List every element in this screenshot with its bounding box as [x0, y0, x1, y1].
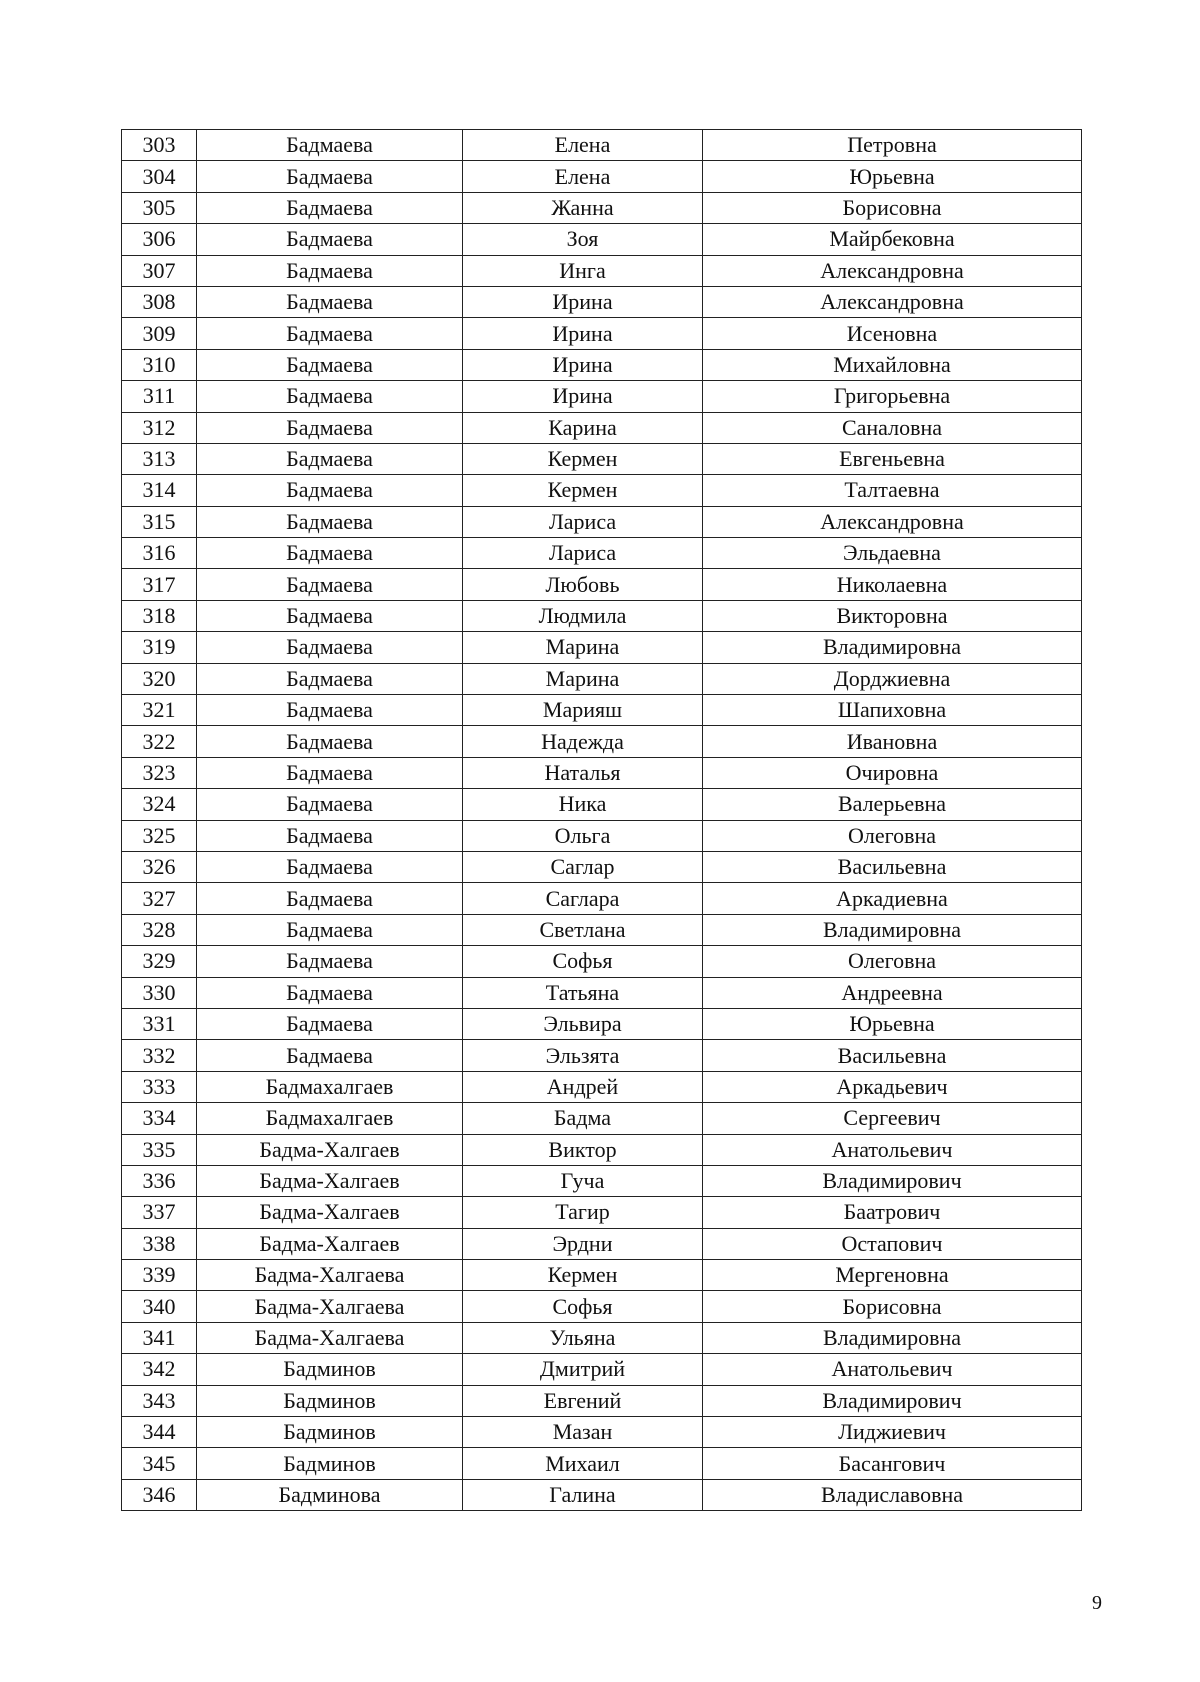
first-name-cell: Дмитрий	[463, 1354, 703, 1385]
patronymic-cell: Викторовна	[703, 600, 1082, 631]
row-number-cell: 310	[122, 349, 197, 380]
row-number-cell: 319	[122, 632, 197, 663]
first-name-cell: Ульяна	[463, 1322, 703, 1353]
row-number-cell: 328	[122, 914, 197, 945]
last-name-cell: Бадмаева	[197, 224, 463, 255]
first-name-cell: Лариса	[463, 538, 703, 569]
row-number-cell: 345	[122, 1448, 197, 1479]
row-number-cell: 318	[122, 600, 197, 631]
patronymic-cell: Владимировна	[703, 1322, 1082, 1353]
patronymic-cell: Юрьевна	[703, 1008, 1082, 1039]
roster-body	[122, 130, 1082, 1511]
last-name-cell: Бадмаева	[197, 820, 463, 851]
first-name-cell: Елена	[463, 161, 703, 192]
last-name-cell: Бадмаева	[197, 412, 463, 443]
row-number-cell: 312	[122, 412, 197, 443]
table-row	[122, 1165, 1082, 1196]
patronymic-cell: Сергеевич	[703, 1103, 1082, 1134]
first-name-cell: Ирина	[463, 286, 703, 317]
patronymic-cell: Лиджиевич	[703, 1417, 1082, 1448]
name-roster-table	[121, 129, 1082, 1511]
row-number-cell: 303	[122, 130, 197, 161]
last-name-cell: Бадмаева	[197, 1040, 463, 1071]
first-name-cell: Андрей	[463, 1071, 703, 1102]
table-row	[122, 1291, 1082, 1322]
last-name-cell: Бадмаева	[197, 443, 463, 474]
row-number-cell: 314	[122, 475, 197, 506]
patronymic-cell: Владимирович	[703, 1385, 1082, 1416]
row-number-cell: 309	[122, 318, 197, 349]
table-row	[122, 914, 1082, 945]
table-row	[122, 1479, 1082, 1510]
first-name-cell: Людмила	[463, 600, 703, 631]
row-number-cell: 344	[122, 1417, 197, 1448]
patronymic-cell: Талтаевна	[703, 475, 1082, 506]
last-name-cell: Бадмаева	[197, 883, 463, 914]
patronymic-cell: Остапович	[703, 1228, 1082, 1259]
table-row	[122, 1228, 1082, 1259]
row-number-cell: 323	[122, 757, 197, 788]
table-row	[122, 663, 1082, 694]
table-row	[122, 1260, 1082, 1291]
last-name-cell: Бадмаева	[197, 789, 463, 820]
table-row	[122, 506, 1082, 537]
row-number-cell: 341	[122, 1322, 197, 1353]
last-name-cell: Бадмаева	[197, 695, 463, 726]
first-name-cell: Татьяна	[463, 977, 703, 1008]
last-name-cell: Бадмахалгаев	[197, 1071, 463, 1102]
row-number-cell: 331	[122, 1008, 197, 1039]
row-number-cell: 325	[122, 820, 197, 851]
patronymic-cell: Саналовна	[703, 412, 1082, 443]
last-name-cell: Бадмаева	[197, 914, 463, 945]
table-row	[122, 1322, 1082, 1353]
table-row	[122, 538, 1082, 569]
first-name-cell: Ольга	[463, 820, 703, 851]
table-row	[122, 1103, 1082, 1134]
last-name-cell: Бадмаева	[197, 946, 463, 977]
patronymic-cell: Александровна	[703, 255, 1082, 286]
row-number-cell: 340	[122, 1291, 197, 1322]
last-name-cell: Бадмаева	[197, 632, 463, 663]
first-name-cell: Надежда	[463, 726, 703, 757]
patronymic-cell: Юрьевна	[703, 161, 1082, 192]
first-name-cell: Михаил	[463, 1448, 703, 1479]
last-name-cell: Бадмаева	[197, 851, 463, 882]
row-number-cell: 333	[122, 1071, 197, 1102]
first-name-cell: Виктор	[463, 1134, 703, 1165]
last-name-cell: Бадминова	[197, 1479, 463, 1510]
patronymic-cell: Майрбековна	[703, 224, 1082, 255]
row-number-cell: 320	[122, 663, 197, 694]
first-name-cell: Софья	[463, 946, 703, 977]
table-row	[122, 224, 1082, 255]
last-name-cell: Бадма-Халгаева	[197, 1260, 463, 1291]
first-name-cell: Эльвира	[463, 1008, 703, 1039]
last-name-cell: Бадминов	[197, 1385, 463, 1416]
last-name-cell: Бадмаева	[197, 977, 463, 1008]
table-row	[122, 1134, 1082, 1165]
table-row	[122, 349, 1082, 380]
last-name-cell: Бадминов	[197, 1354, 463, 1385]
table-row	[122, 1071, 1082, 1102]
last-name-cell: Бадма-Халгаева	[197, 1322, 463, 1353]
first-name-cell: Кермен	[463, 475, 703, 506]
patronymic-cell: Басангович	[703, 1448, 1082, 1479]
last-name-cell: Бадмаева	[197, 663, 463, 694]
patronymic-cell: Владиславовна	[703, 1479, 1082, 1510]
last-name-cell: Бадмаева	[197, 130, 463, 161]
row-number-cell: 330	[122, 977, 197, 1008]
patronymic-cell: Николаевна	[703, 569, 1082, 600]
last-name-cell: Бадма-Халгаев	[197, 1197, 463, 1228]
patronymic-cell: Ивановна	[703, 726, 1082, 757]
last-name-cell: Бадмаева	[197, 538, 463, 569]
table-row	[122, 851, 1082, 882]
last-name-cell: Бадмаева	[197, 255, 463, 286]
last-name-cell: Бадма-Халгаев	[197, 1134, 463, 1165]
table-row	[122, 475, 1082, 506]
table-row	[122, 130, 1082, 161]
first-name-cell: Саглара	[463, 883, 703, 914]
row-number-cell: 342	[122, 1354, 197, 1385]
first-name-cell: Инга	[463, 255, 703, 286]
last-name-cell: Бадминов	[197, 1417, 463, 1448]
last-name-cell: Бадмаева	[197, 569, 463, 600]
patronymic-cell: Эльдаевна	[703, 538, 1082, 569]
patronymic-cell: Александровна	[703, 506, 1082, 537]
patronymic-cell: Дорджиевна	[703, 663, 1082, 694]
first-name-cell: Зоя	[463, 224, 703, 255]
last-name-cell: Бадмахалгаев	[197, 1103, 463, 1134]
first-name-cell: Наталья	[463, 757, 703, 788]
first-name-cell: Ирина	[463, 381, 703, 412]
last-name-cell: Бадминов	[197, 1448, 463, 1479]
table-row	[122, 632, 1082, 663]
first-name-cell: Светлана	[463, 914, 703, 945]
row-number-cell: 338	[122, 1228, 197, 1259]
patronymic-cell: Васильевна	[703, 1040, 1082, 1071]
table-row	[122, 318, 1082, 349]
first-name-cell: Эльзята	[463, 1040, 703, 1071]
table-row	[122, 1354, 1082, 1385]
table-row	[122, 600, 1082, 631]
patronymic-cell: Олеговна	[703, 820, 1082, 851]
row-number-cell: 334	[122, 1103, 197, 1134]
first-name-cell: Гуча	[463, 1165, 703, 1196]
row-number-cell: 316	[122, 538, 197, 569]
row-number-cell: 332	[122, 1040, 197, 1071]
patronymic-cell: Евгеньевна	[703, 443, 1082, 474]
patronymic-cell: Борисовна	[703, 1291, 1082, 1322]
patronymic-cell: Григорьевна	[703, 381, 1082, 412]
row-number-cell: 313	[122, 443, 197, 474]
last-name-cell: Бадмаева	[197, 600, 463, 631]
table-row	[122, 569, 1082, 600]
patronymic-cell: Александровна	[703, 286, 1082, 317]
patronymic-cell: Анатольевич	[703, 1134, 1082, 1165]
row-number-cell: 306	[122, 224, 197, 255]
patronymic-cell: Владимировна	[703, 632, 1082, 663]
last-name-cell: Бадмаева	[197, 192, 463, 223]
last-name-cell: Бадмаева	[197, 757, 463, 788]
first-name-cell: Ирина	[463, 318, 703, 349]
last-name-cell: Бадма-Халгаев	[197, 1165, 463, 1196]
last-name-cell: Бадмаева	[197, 506, 463, 537]
row-number-cell: 304	[122, 161, 197, 192]
first-name-cell: Галина	[463, 1479, 703, 1510]
last-name-cell: Бадмаева	[197, 726, 463, 757]
table-row	[122, 977, 1082, 1008]
row-number-cell: 327	[122, 883, 197, 914]
last-name-cell: Бадмаева	[197, 318, 463, 349]
row-number-cell: 322	[122, 726, 197, 757]
table-row	[122, 789, 1082, 820]
patronymic-cell: Валерьевна	[703, 789, 1082, 820]
patronymic-cell: Аркадиевна	[703, 883, 1082, 914]
last-name-cell: Бадмаева	[197, 1008, 463, 1039]
patronymic-cell: Васильевна	[703, 851, 1082, 882]
patronymic-cell: Михайловна	[703, 349, 1082, 380]
first-name-cell: Лариса	[463, 506, 703, 537]
first-name-cell: Ника	[463, 789, 703, 820]
patronymic-cell: Андреевна	[703, 977, 1082, 1008]
first-name-cell: Мазан	[463, 1417, 703, 1448]
table-row	[122, 1448, 1082, 1479]
first-name-cell: Кермен	[463, 443, 703, 474]
table-row	[122, 695, 1082, 726]
last-name-cell: Бадма-Халгаев	[197, 1228, 463, 1259]
row-number-cell: 317	[122, 569, 197, 600]
row-number-cell: 326	[122, 851, 197, 882]
row-number-cell: 324	[122, 789, 197, 820]
row-number-cell: 336	[122, 1165, 197, 1196]
last-name-cell: Бадмаева	[197, 381, 463, 412]
page-number: 9	[1092, 1592, 1102, 1614]
table-row	[122, 757, 1082, 788]
row-number-cell: 343	[122, 1385, 197, 1416]
first-name-cell: Кермен	[463, 1260, 703, 1291]
row-number-cell: 321	[122, 695, 197, 726]
row-number-cell: 339	[122, 1260, 197, 1291]
row-number-cell: 346	[122, 1479, 197, 1510]
patronymic-cell: Мергеновна	[703, 1260, 1082, 1291]
patronymic-cell: Олеговна	[703, 946, 1082, 977]
table-row	[122, 726, 1082, 757]
row-number-cell: 335	[122, 1134, 197, 1165]
row-number-cell: 329	[122, 946, 197, 977]
first-name-cell: Тагир	[463, 1197, 703, 1228]
first-name-cell: Марияш	[463, 695, 703, 726]
table-row	[122, 381, 1082, 412]
last-name-cell: Бадмаева	[197, 161, 463, 192]
row-number-cell: 305	[122, 192, 197, 223]
row-number-cell: 308	[122, 286, 197, 317]
first-name-cell: Евгений	[463, 1385, 703, 1416]
table-row	[122, 286, 1082, 317]
patronymic-cell: Исеновна	[703, 318, 1082, 349]
first-name-cell: Жанна	[463, 192, 703, 223]
first-name-cell: Марина	[463, 632, 703, 663]
table-row	[122, 412, 1082, 443]
row-number-cell: 337	[122, 1197, 197, 1228]
first-name-cell: Ирина	[463, 349, 703, 380]
patronymic-cell: Аркадьевич	[703, 1071, 1082, 1102]
patronymic-cell: Петровна	[703, 130, 1082, 161]
table-row	[122, 1385, 1082, 1416]
row-number-cell: 307	[122, 255, 197, 286]
first-name-cell: Саглар	[463, 851, 703, 882]
patronymic-cell: Очировна	[703, 757, 1082, 788]
patronymic-cell: Анатольевич	[703, 1354, 1082, 1385]
last-name-cell: Бадмаева	[197, 475, 463, 506]
patronymic-cell: Владимировна	[703, 914, 1082, 945]
patronymic-cell: Владимирович	[703, 1165, 1082, 1196]
patronymic-cell: Баатрович	[703, 1197, 1082, 1228]
first-name-cell: Елена	[463, 130, 703, 161]
table-row	[122, 443, 1082, 474]
last-name-cell: Бадма-Халгаева	[197, 1291, 463, 1322]
table-row	[122, 1040, 1082, 1071]
table-row	[122, 946, 1082, 977]
table-row	[122, 820, 1082, 851]
row-number-cell: 311	[122, 381, 197, 412]
last-name-cell: Бадмаева	[197, 286, 463, 317]
table-row	[122, 161, 1082, 192]
patronymic-cell: Шапиховна	[703, 695, 1082, 726]
table-row	[122, 1417, 1082, 1448]
first-name-cell: Эрдни	[463, 1228, 703, 1259]
first-name-cell: Марина	[463, 663, 703, 694]
table-row	[122, 1008, 1082, 1039]
last-name-cell: Бадмаева	[197, 349, 463, 380]
table-row	[122, 255, 1082, 286]
table-row	[122, 1197, 1082, 1228]
table-row	[122, 192, 1082, 223]
table-row	[122, 883, 1082, 914]
first-name-cell: Бадма	[463, 1103, 703, 1134]
patronymic-cell: Борисовна	[703, 192, 1082, 223]
first-name-cell: Любовь	[463, 569, 703, 600]
first-name-cell: Софья	[463, 1291, 703, 1322]
row-number-cell: 315	[122, 506, 197, 537]
first-name-cell: Карина	[463, 412, 703, 443]
